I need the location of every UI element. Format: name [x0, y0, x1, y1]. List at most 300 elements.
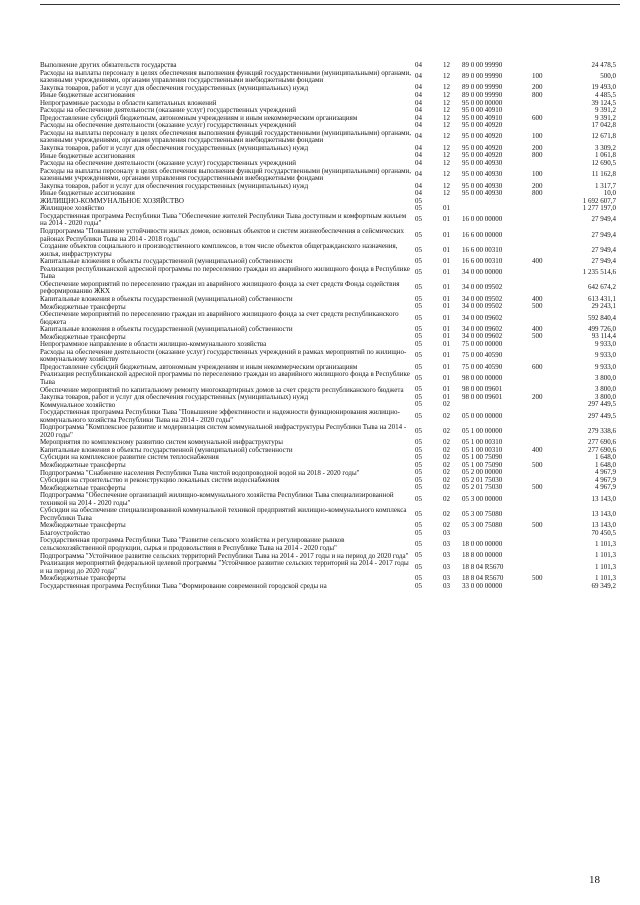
- row-section: 05: [415, 393, 422, 402]
- row-target-article: 16 6 00 00000: [462, 230, 503, 239]
- row-description: Непрограммное направление в области жилищно-коммунального хозяйства: [40, 340, 267, 349]
- table-row: [40, 311, 620, 326]
- row-amount: 3 800,0: [595, 385, 616, 394]
- row-section: 05: [415, 400, 422, 409]
- row-target-article: 34 0 00 09602: [462, 325, 503, 334]
- row-description: Расходы на обеспечение деятельности (оказание услуг) государственных учреждений в рамках мероприятий по жилищно-коммунальному хозяйству: [40, 347, 407, 364]
- row-subsection: 03: [443, 528, 450, 537]
- row-subsection: 01: [443, 268, 450, 277]
- row-description: Межбюджетные трансферты: [40, 483, 126, 492]
- row-section: 05: [415, 204, 422, 213]
- row-section: 05: [415, 245, 422, 254]
- row-amount: 1 277 197,0: [582, 204, 616, 213]
- row-section: 05: [415, 362, 422, 371]
- row-section: 05: [415, 340, 422, 349]
- row-amount: 297 449,5: [588, 400, 616, 409]
- row-amount: 69 349,2: [591, 581, 616, 590]
- row-section: 05: [415, 313, 422, 322]
- row-target-article: 05 3 00 00000: [462, 494, 503, 503]
- row-section: 05: [415, 494, 422, 503]
- row-expense-type: 500: [532, 483, 543, 492]
- row-description: Государственная программа Республики Тыва "Обеспечение жителей Республики Тыва доступным и комфортным жильем на 2014 - 2020 годы": [40, 211, 407, 228]
- row-target-article: 95 0 00 40920: [462, 132, 503, 141]
- row-subsection: 02: [443, 510, 450, 519]
- row-target-article: 05 0 00 00000: [462, 411, 503, 420]
- table-row: [40, 281, 620, 296]
- row-section: 05: [415, 453, 422, 462]
- row-subsection: 02: [443, 494, 450, 503]
- row-subsection: 01: [443, 302, 450, 311]
- row-amount: 24 478,5: [591, 60, 616, 69]
- row-amount: 1 101,3: [595, 574, 616, 583]
- row-description: Расходы на обеспечение деятельности (оказание услуг) государственных учреждений: [40, 106, 296, 115]
- row-target-article: 05 1 00 75090: [462, 460, 503, 469]
- row-section: 05: [415, 302, 422, 311]
- row-section: 05: [415, 332, 422, 341]
- row-description: Подпрограмма "Снабжение населения Республики Тыва чистой водопроводной водой на 2018 - 2020 годы": [40, 468, 360, 477]
- row-subsection: 01: [443, 374, 450, 383]
- row-subsection: 12: [443, 113, 450, 122]
- row-amount: 13 143,0: [591, 494, 616, 503]
- row-amount: 27 949,4: [591, 245, 616, 254]
- row-description: Реализация республиканской адресной программы по переселению граждан из аварийного жилищного фонда в Республике Тыва: [40, 264, 410, 281]
- row-description: Расходы на выплаты персоналу в целях обеспечения выполнения функций государственными (муниципальными) органами, казенными учреждениями, органами управления государственными внебюджетными фондами: [40, 68, 412, 85]
- row-subsection: 02: [443, 400, 450, 409]
- row-target-article: 95 0 00 40920: [462, 121, 503, 130]
- table-row: [40, 522, 620, 530]
- top-rule: [40, 4, 620, 5]
- row-description: Государственная программа Республики Тыва "Развитие сельского хозяйства и регулирование рынков сельскохозяйственной продукции, сырья и продовольствия в Республике Тыва на 2014 - 2020 годы": [40, 536, 345, 552]
- row-description: Подпрограмма "Обеспечение организаций жилищно-коммунального хозяйства Республики Тыва специализированной техникой на 2014 - 2020 годы": [40, 491, 394, 507]
- row-expense-type: 400: [532, 257, 543, 266]
- row-section: 05: [415, 374, 422, 383]
- row-expense-type: 500: [532, 302, 543, 311]
- row-expense-type: 200: [532, 181, 543, 190]
- row-amount: 27 949,4: [591, 215, 616, 224]
- row-amount: 4 967,9: [595, 476, 616, 485]
- row-target-article: 98 0 00 09601: [462, 393, 503, 402]
- row-amount: 277 690,6: [588, 438, 616, 447]
- row-subsection: 02: [443, 476, 450, 485]
- table-row: [40, 70, 620, 85]
- row-amount: 1 061,8: [595, 151, 616, 160]
- row-subsection: 12: [443, 121, 450, 130]
- row-amount: 3 309,2: [595, 144, 616, 153]
- row-description: Расходы на обеспечение деятельности (оказание услуг) государственных учреждений: [40, 159, 296, 168]
- row-section: 04: [415, 72, 422, 81]
- row-section: 05: [415, 483, 422, 492]
- row-expense-type: 800: [532, 189, 543, 198]
- row-target-article: 34 0 00 09502: [462, 283, 503, 292]
- table-row: [40, 583, 620, 591]
- budget-table: [40, 62, 620, 590]
- row-target-article: 05 3 00 75080: [462, 510, 503, 519]
- row-target-article: 95 0 00 40930: [462, 189, 503, 198]
- row-target-article: 18 8 00 00000: [462, 551, 503, 560]
- row-target-article: 75 0 00 00000: [462, 340, 503, 349]
- row-amount: 4 967,9: [595, 468, 616, 477]
- row-amount: 1 317,7: [595, 181, 616, 190]
- row-description: Жилищное хозяйство: [40, 204, 105, 213]
- row-amount: 13 143,0: [591, 521, 616, 530]
- row-target-article: 16 0 00 00000: [462, 215, 503, 224]
- row-section: 05: [415, 540, 422, 549]
- row-section: 04: [415, 106, 422, 115]
- row-subsection: 02: [443, 411, 450, 420]
- row-target-article: 98 0 00 09601: [462, 385, 503, 394]
- row-amount: 4 967,9: [595, 483, 616, 492]
- row-subsection: 03: [443, 540, 450, 549]
- row-section: 04: [415, 91, 422, 100]
- row-target-article: 16 6 00 00310: [462, 245, 503, 254]
- row-section: 04: [415, 151, 422, 160]
- row-amount: 9 933,0: [595, 351, 616, 360]
- row-description: Обеспечение мероприятий по капитальному ремонту многоквартирных домов за счет средств республиканского бюджета: [40, 385, 404, 394]
- row-section: 04: [415, 83, 422, 92]
- row-amount: 4 485,5: [595, 91, 616, 100]
- row-target-article: 18 8 04 R5670: [462, 562, 504, 571]
- row-description: Предоставление субсидий бюджетным, автономным учреждениям и иным некоммерческим организациям: [40, 362, 358, 371]
- row-amount: 642 674,2: [588, 283, 616, 292]
- row-description: Субсидии на комплексное развитие систем теплоснабжения: [40, 453, 219, 462]
- row-amount: 12 690,5: [591, 159, 616, 168]
- table-row: [40, 507, 620, 522]
- row-subsection: 02: [443, 445, 450, 454]
- table-row: [40, 492, 620, 507]
- row-target-article: 16 6 00 00310: [462, 257, 503, 266]
- row-amount: 1 235 514,6: [582, 268, 616, 277]
- row-description: Субсидии на обеспечение специализированной коммунальной техникой предприятий жилищно-коммунального комплекса Республики Тыва: [40, 506, 407, 522]
- row-amount: 1 648,0: [595, 460, 616, 469]
- row-subsection: 01: [443, 332, 450, 341]
- row-expense-type: 100: [532, 72, 543, 81]
- row-target-article: 89 0 00 99990: [462, 60, 503, 69]
- row-subsection: 12: [443, 83, 450, 92]
- row-target-article: 95 0 00 40910: [462, 113, 503, 122]
- row-amount: 27 949,4: [591, 257, 616, 266]
- row-amount: 10,0: [603, 189, 616, 198]
- row-target-article: 34 0 00 09602: [462, 332, 503, 341]
- row-description: Иные бюджетные ассигнования: [40, 151, 135, 160]
- row-amount: 12 671,8: [591, 132, 616, 141]
- row-target-article: 18 0 00 00000: [462, 540, 503, 549]
- row-section: 05: [415, 215, 422, 224]
- table-row: [40, 130, 620, 145]
- row-amount: 1 101,3: [595, 540, 616, 549]
- row-description: Капитальные вложения в объекты государственной (муниципальной) собственности: [40, 445, 293, 454]
- row-subsection: 01: [443, 313, 450, 322]
- row-amount: 29 243,1: [591, 302, 616, 311]
- row-section: 04: [415, 189, 422, 198]
- row-subsection: 01: [443, 257, 450, 266]
- row-section: 05: [415, 510, 422, 519]
- row-description: Подпрограмма "Повышение устойчивости жилых домов, основных объектов и систем жизнеобеспечения в сейсмических районах Республики Тыва на 2014 - 2018 годы": [40, 227, 404, 243]
- row-expense-type: 600: [532, 362, 543, 371]
- row-amount: 9 933,0: [595, 340, 616, 349]
- row-subsection: 01: [443, 393, 450, 402]
- row-amount: 297 449,5: [588, 411, 616, 420]
- table-row: [40, 537, 620, 552]
- row-subsection: 12: [443, 181, 450, 190]
- table-row: [40, 228, 620, 243]
- row-description: Непрограммные расходы в области капитальных вложений: [40, 98, 217, 107]
- row-expense-type: 800: [532, 91, 543, 100]
- row-target-article: 95 0 00 40920: [462, 151, 503, 160]
- row-target-article: 95 0 00 40930: [462, 159, 503, 168]
- row-description: Обеспечение мероприятий по переселению граждан из аварийного жилищного фонда за счет средств Фонда содействия реформированию ЖКХ: [40, 279, 400, 296]
- row-section: 05: [415, 385, 422, 394]
- row-target-article: 75 0 00 40590: [462, 362, 503, 371]
- row-target-article: 95 0 00 40920: [462, 144, 503, 153]
- row-subsection: 12: [443, 91, 450, 100]
- row-target-article: 95 0 00 00000: [462, 98, 503, 107]
- row-expense-type: 200: [532, 144, 543, 153]
- row-target-article: 05 1 00 00310: [462, 445, 503, 454]
- row-section: 05: [415, 445, 422, 454]
- row-description: Закупка товаров, работ и услуг для обеспечения государственных (муниципальных) нужд: [40, 144, 309, 153]
- row-description: Мероприятия по комплексному развитию систем коммунальной инфраструктуры: [40, 438, 283, 447]
- row-amount: 613 431,1: [588, 294, 616, 303]
- row-target-article: 95 0 00 40930: [462, 170, 503, 179]
- row-subsection: 03: [443, 562, 450, 571]
- row-section: 05: [415, 528, 422, 537]
- row-amount: 13 143,0: [591, 510, 616, 519]
- row-subsection: 02: [443, 438, 450, 447]
- row-amount: 19 493,0: [591, 83, 616, 92]
- row-target-article: 05 2 01 75030: [462, 476, 503, 485]
- row-subsection: 02: [443, 427, 450, 436]
- row-subsection: 12: [443, 98, 450, 107]
- row-description: Иные бюджетные ассигнования: [40, 91, 135, 100]
- row-expense-type: 100: [532, 132, 543, 141]
- row-section: 04: [415, 113, 422, 122]
- row-subsection: 12: [443, 144, 450, 153]
- row-description: Расходы на обеспечение деятельности (оказание услуг) государственных учреждений: [40, 121, 296, 130]
- table-row: [40, 371, 620, 386]
- row-expense-type: 400: [532, 445, 543, 454]
- row-amount: 279 338,6: [588, 427, 616, 436]
- row-amount: 9 391,2: [595, 113, 616, 122]
- row-description: Межбюджетные трансферты: [40, 460, 126, 469]
- row-expense-type: 200: [532, 83, 543, 92]
- row-target-article: 95 0 00 40910: [462, 106, 503, 115]
- row-description: Государственная программа Республики Тыва "Формирование современной городской среды на: [40, 581, 327, 590]
- row-description: Создание объектов социального и производственного комплексов, в том числе объектов общегражданского назначения, жилья, инфраструктуры: [40, 242, 398, 258]
- row-section: 04: [415, 98, 422, 107]
- row-subsection: 03: [443, 574, 450, 583]
- row-subsection: 12: [443, 132, 450, 141]
- row-subsection: 01: [443, 340, 450, 349]
- row-section: 04: [415, 170, 422, 179]
- table-row: [40, 168, 620, 183]
- row-amount: 11 162,8: [591, 170, 616, 179]
- row-description: Благоустройство: [40, 528, 90, 537]
- row-subsection: 12: [443, 106, 450, 115]
- table-row: [40, 198, 620, 206]
- row-description: Подпрограмма "Комплексное развитие и модернизация систем коммунальной инфраструктуры Республики Тыва на 2014 - 2020 годы": [40, 423, 407, 439]
- row-subsection: 12: [443, 189, 450, 198]
- row-section: 05: [415, 468, 422, 477]
- row-amount: 3 800,0: [595, 393, 616, 402]
- table-row: [40, 243, 620, 258]
- row-target-article: 33 0 00 00000: [462, 581, 503, 590]
- row-subsection: 01: [443, 204, 450, 213]
- table-row: [40, 424, 620, 439]
- row-section: 05: [415, 427, 422, 436]
- row-subsection: 01: [443, 362, 450, 371]
- row-section: 05: [415, 268, 422, 277]
- row-subsection: 02: [443, 483, 450, 492]
- row-description: Закупка товаров, работ и услуг для обеспечения государственных (муниципальных) нужд: [40, 181, 309, 190]
- row-target-article: 05 1 00 00310: [462, 438, 503, 447]
- row-subsection: 12: [443, 72, 450, 81]
- row-description: Реализация республиканской адресной программы по переселению граждан из аварийного жилищного фонда в Республике Тыва: [40, 370, 410, 386]
- row-section: 05: [415, 230, 422, 239]
- row-subsection: 01: [443, 283, 450, 292]
- row-target-article: 05 1 00 75090: [462, 453, 503, 462]
- row-amount: 1 648,0: [595, 453, 616, 462]
- row-subsection: 01: [443, 351, 450, 360]
- row-target-article: 34 0 00 09502: [462, 302, 503, 311]
- row-subsection: 12: [443, 60, 450, 69]
- row-subsection: 03: [443, 551, 450, 560]
- row-expense-type: 400: [532, 294, 543, 303]
- row-amount: 277 690,6: [588, 445, 616, 454]
- row-target-article: 75 0 00 40590: [462, 351, 503, 360]
- row-target-article: 89 0 00 99990: [462, 83, 503, 92]
- row-section: 04: [415, 181, 422, 190]
- row-amount: 27 949,4: [591, 230, 616, 239]
- table-row: [40, 560, 620, 575]
- row-subsection: 02: [443, 453, 450, 462]
- row-amount: 39 124,5: [591, 98, 616, 107]
- row-subsection: 12: [443, 159, 450, 168]
- row-target-article: 05 2 01 75030: [462, 483, 503, 492]
- row-description: Капитальные вложения в объекты государственной (муниципальной) собственности: [40, 325, 293, 334]
- row-subsection: 01: [443, 245, 450, 254]
- row-section: 05: [415, 411, 422, 420]
- row-expense-type: 800: [532, 151, 543, 160]
- row-subsection: 01: [443, 325, 450, 334]
- row-expense-type: 500: [532, 574, 543, 583]
- row-expense-type: 500: [532, 521, 543, 530]
- row-target-article: 98 0 00 00000: [462, 374, 503, 383]
- row-section: 05: [415, 581, 422, 590]
- row-amount: 70 450,5: [591, 528, 616, 537]
- row-target-article: 95 0 00 40930: [462, 181, 503, 190]
- row-target-article: 05 3 00 75080: [462, 521, 503, 530]
- row-section: 04: [415, 144, 422, 153]
- row-amount: 1 101,3: [595, 562, 616, 571]
- row-amount: 1 101,3: [595, 551, 616, 560]
- row-description: Государственная программа Республики Тыва "Повышение эффективности и надежности функционирования жилищно-коммунального хозяйства Республики Тыва на 2014 - 2020 годы": [40, 408, 400, 424]
- row-description: Обеспечение мероприятий по переселению граждан из аварийного жилищного фонда за счет средств республиканского бюджета: [40, 310, 399, 326]
- row-section: 05: [415, 294, 422, 303]
- row-subsection: 01: [443, 294, 450, 303]
- row-description: Закупка товаров, работ и услуг для обеспечения государственных (муниципальных) нужд: [40, 83, 309, 92]
- row-target-article: 89 0 00 99990: [462, 72, 503, 81]
- row-description: Межбюджетные трансферты: [40, 302, 126, 311]
- row-subsection: 01: [443, 215, 450, 224]
- row-section: 05: [415, 551, 422, 560]
- page-number: 18: [589, 874, 600, 886]
- row-amount: 3 800,0: [595, 374, 616, 383]
- row-subsection: 12: [443, 151, 450, 160]
- row-expense-type: 400: [532, 325, 543, 334]
- row-description: ЖИЛИЩНО-КОММУНАЛЬНОЕ ХОЗЯЙСТВО: [40, 196, 184, 205]
- row-section: 04: [415, 132, 422, 141]
- row-subsection: 02: [443, 460, 450, 469]
- row-target-article: 34 0 00 09602: [462, 313, 503, 322]
- row-section: 05: [415, 574, 422, 583]
- row-section: 05: [415, 460, 422, 469]
- row-section: 05: [415, 283, 422, 292]
- row-expense-type: 500: [532, 460, 543, 469]
- row-subsection: 03: [443, 581, 450, 590]
- row-section: 05: [415, 438, 422, 447]
- row-description: Выполнение других обязательств государства: [40, 61, 177, 69]
- row-subsection: 01: [443, 385, 450, 394]
- row-description: Закупка товаров, работ и услуг для обеспечения государственных (муниципальных) нужд: [40, 393, 309, 402]
- row-section: 05: [415, 325, 422, 334]
- row-subsection: 12: [443, 170, 450, 179]
- row-subsection: 02: [443, 468, 450, 477]
- row-expense-type: 200: [532, 393, 543, 402]
- row-subsection: 02: [443, 521, 450, 530]
- row-target-article: 18 8 04 R5670: [462, 574, 504, 583]
- row-target-article: 34 0 00 00000: [462, 268, 503, 277]
- row-section: 05: [415, 196, 422, 205]
- table-row: [40, 394, 620, 402]
- row-amount: 17 042,8: [591, 121, 616, 130]
- row-target-article: 05 2 00 00000: [462, 468, 503, 477]
- row-description: Предоставление субсидий бюджетным, автономным учреждениям и иным некоммерческим организациям: [40, 113, 358, 122]
- row-section: 05: [415, 351, 422, 360]
- row-expense-type: 100: [532, 170, 543, 179]
- table-row: [40, 266, 620, 281]
- row-description: Межбюджетные трансферты: [40, 332, 126, 341]
- row-amount: 93 114,4: [591, 332, 616, 341]
- table-row: [40, 213, 620, 228]
- row-description: Межбюджетные трансферты: [40, 521, 126, 530]
- row-target-article: 89 0 00 99990: [462, 91, 503, 100]
- row-description: Коммунальное хозяйство: [40, 400, 116, 409]
- row-section: 05: [415, 521, 422, 530]
- row-description: Капитальные вложения в объекты государственной (муниципальной) собственности: [40, 257, 293, 266]
- row-section: 04: [415, 121, 422, 130]
- table-row: [40, 349, 620, 364]
- row-section: 05: [415, 257, 422, 266]
- row-description: Субсидии на строительство и реконструкцию локальных систем водоснабжения: [40, 476, 280, 485]
- table-row: [40, 409, 620, 424]
- row-description: Капитальные вложения в объекты государственной (муниципальной) собственности: [40, 294, 293, 303]
- row-section: 05: [415, 562, 422, 571]
- row-section: 04: [415, 60, 422, 69]
- row-amount: 500,0: [600, 72, 616, 81]
- row-target-article: 05 1 00 00000: [462, 427, 503, 436]
- row-amount: 499 726,0: [588, 325, 616, 334]
- row-subsection: 01: [443, 230, 450, 239]
- row-description: Расходы на выплаты персоналу в целях обеспечения выполнения функций государственными (муниципальными) органами, казенными учреждениями, органами управления государственными внебюджетными фондами: [40, 128, 412, 145]
- row-amount: 9 391,2: [595, 106, 616, 115]
- row-amount: 1 692 607,7: [582, 196, 616, 205]
- row-amount: 592 840,4: [588, 313, 616, 322]
- row-section: 05: [415, 476, 422, 485]
- row-expense-type: 600: [532, 113, 543, 122]
- row-description: Расходы на выплаты персоналу в целях обеспечения выполнения функций государственными (муниципальными) органами, казенными учреждениями, органами управления государственными внебюджетными фондами: [40, 166, 412, 183]
- row-amount: 9 933,0: [595, 362, 616, 371]
- row-description: Межбюджетные трансферты: [40, 574, 126, 583]
